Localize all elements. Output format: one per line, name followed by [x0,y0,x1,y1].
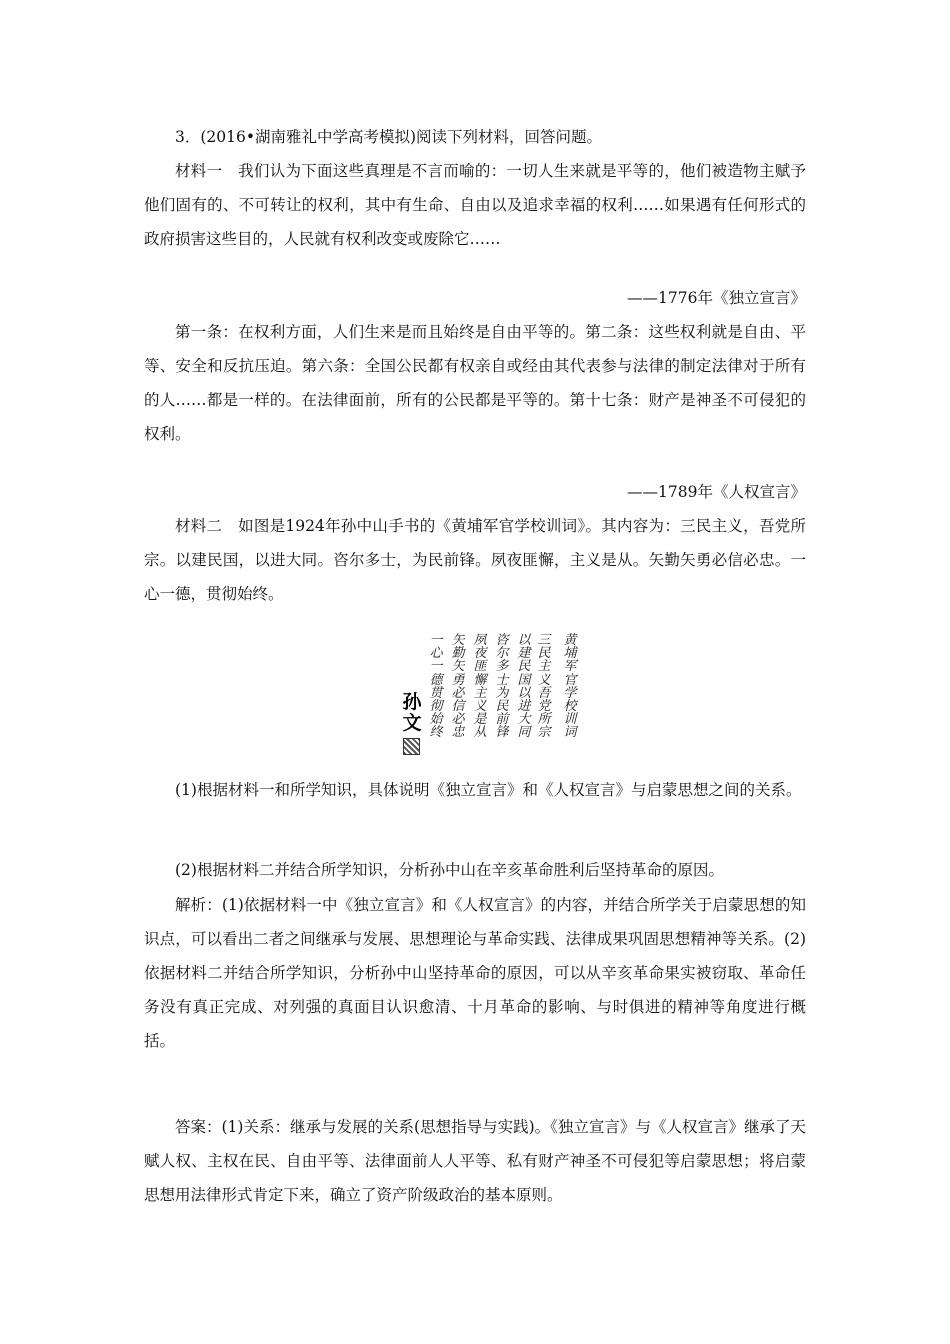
calligraphy-column: 矢勤矢勇必信必忠 [451,633,465,741]
calligraphy-column: 以建民国以进大同 [517,633,531,741]
calligraphy-column: 黄埔军官学校训词 [563,633,577,741]
calligraphy-signature: 孙文 [402,691,422,734]
sub-question-two: (2)根据材料二并结合所学知识，分析孙中山在辛亥革命胜利后坚持革命的原因。 [175,861,724,879]
source-declaration-of-rights: ——1789年《人权宣言》 [627,483,806,501]
sub-question-one: (1)根据材料一和所学知识，具体说明《独立宣言》和《人权宣言》与启蒙思想之间的关系。 [175,781,802,799]
material-one-articles: 第一条：在权利方面，人们生来是而且始终是自由平等的。第二条：这些权利就是自由、平等、安全和反抗压迫。第六条：全国公民都有权亲自或经由其代表参与法律的制定法律对于所有的人……都是一样的。在法律面前，所有的公民都是平等的。第十七条：财产是神圣不可侵犯的权利。 [144,323,806,443]
analysis-text: 解析：(1)依据材料一中《独立宣言》和《人权宣言》的内容，并结合所学关于启蒙思想的知识点，可以看出二者之间继承与发展、思想理论与革命实践、法律成果巩固思想精神等关系。(2)依据材料二并结合所学知识，分析孙中山坚持革命的原因，可以从辛亥革命果实被窃取、革命任务没有真正完成、对列强的真面目认识愈清、十月革命的影响、与时俱进的精神等角度进行概括。 [144,896,806,1050]
material-one-text: 材料一 我们认为下面这些真理是不言而喻的：一切人生来就是平等的，他们被造物主赋予他们固有的、不可转让的权利，其中有生命、自由以及追求幸福的权利……如果遇有任何形式的政府损害这些目的，人民就有权利改变或废除它…… [144,162,806,248]
material-two-text: 材料二 如图是1924年孙中山手书的《黄埔军官学校训词》。其内容为：三民主义，吾党所宗。以建民国，以进大同。咨尔多士，为民前锋。夙夜匪懈，主义是从。矢勤矢勇必信必忠。一心一德，贯彻始终。 [144,517,806,603]
source-declaration-of-independence: ——1776年《独立宣言》 [627,289,806,307]
answer-text: 答案：(1)关系：继承与发展的关系(思想指导与实践)。《独立宣言》与《人权宣言》继承了天赋人权、主权在民、自由平等、法律面前人人平等、私有财产神圣不可侵犯等启蒙思想；将启蒙思想用法律形式肯定下来，确立了资产阶级政治的基本原则。 [144,1118,806,1204]
calligraphy-column: 夙夜匪懈主义是从 [473,633,487,741]
calligraphy-image [396,630,582,758]
calligraphy-column: 一心一德贯彻始终 [429,633,443,741]
calligraphy-column: 咨尔多士为民前锋 [495,633,509,741]
calligraphy-column: 三民主义吾党所宗 [537,633,551,741]
question-header: 3．(2016•湖南雅礼中学高考模拟)阅读下列材料，回答问题。 [175,128,603,146]
seal-stamp-icon [403,738,420,755]
